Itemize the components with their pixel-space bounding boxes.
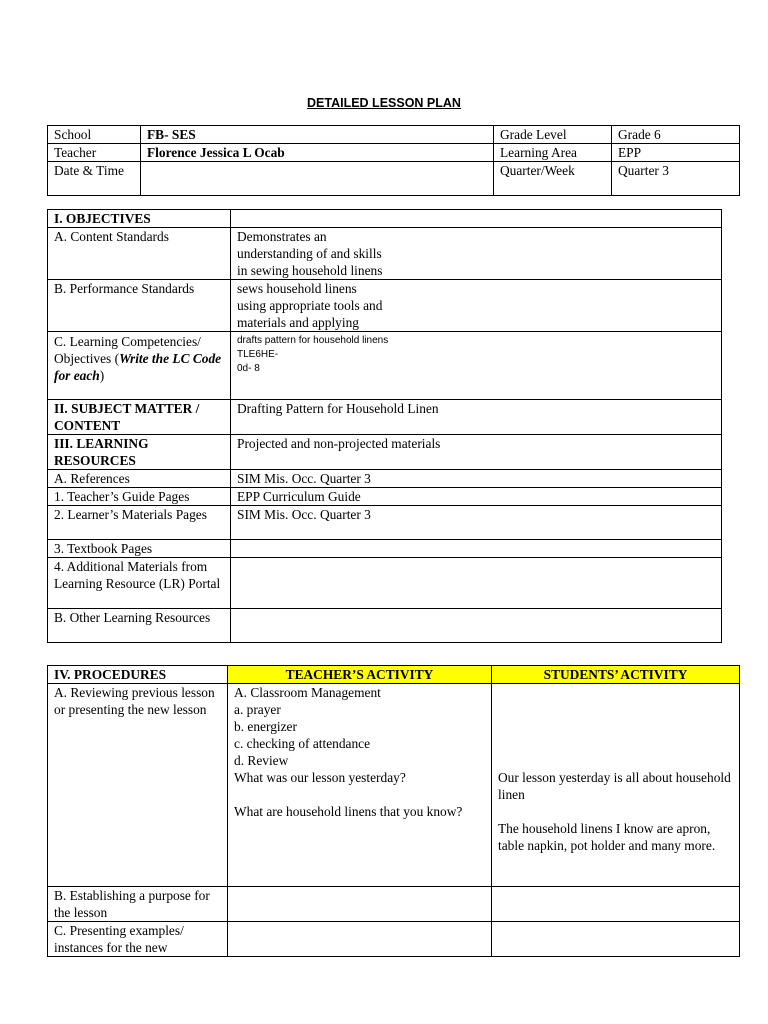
additional-materials-value — [231, 558, 722, 609]
procedures-heading: IV. PROCEDURES — [48, 666, 228, 684]
date-time-value — [141, 162, 494, 196]
quarter-week-label: Quarter/Week — [494, 162, 612, 196]
teacher-value: Florence Jessica L Ocab — [141, 144, 494, 162]
other-resources-value — [231, 609, 722, 643]
other-resources-label: B. Other Learning Resources — [48, 609, 231, 643]
teacher-activity — [228, 887, 492, 922]
page-title: DETAILED LESSON PLAN — [307, 96, 461, 110]
teacher-activity-heading: TEACHER’S ACTIVITY — [228, 666, 492, 684]
school-value: FB- SES — [141, 126, 494, 144]
objectives-table — [47, 209, 722, 643]
subject-matter-value: Drafting Pattern for Household Linen — [231, 400, 722, 435]
procedures-table — [47, 665, 740, 957]
performance-standards-label: B. Performance Standards — [48, 280, 231, 332]
grade-level-label: Grade Level — [494, 126, 612, 144]
procedure-label: A. Reviewing previous lesson or presenting the new lesson — [48, 684, 228, 887]
references-value: SIM Mis. Occ. Quarter 3 — [231, 470, 722, 488]
learners-materials-label: 2. Learner’s Materials Pages — [48, 506, 231, 540]
objectives-heading-value — [231, 210, 722, 228]
student-activity — [492, 922, 740, 957]
date-time-label: Date & Time — [48, 162, 141, 196]
teachers-guide-value: EPP Curriculum Guide — [231, 488, 722, 506]
performance-standards-value: sews household linens using appropriate tools and materials and applying — [231, 280, 722, 332]
teachers-guide-label: 1. Teacher’s Guide Pages — [48, 488, 231, 506]
learning-area-value: EPP — [612, 144, 740, 162]
student-activity-heading: STUDENTS’ ACTIVITY — [492, 666, 740, 684]
teacher-label: Teacher — [48, 144, 141, 162]
student-activity — [492, 887, 740, 922]
quarter-value: Quarter 3 — [612, 162, 740, 196]
learning-resources-value: Projected and non-projected materials — [231, 435, 722, 470]
content-standards-label: A. Content Standards — [48, 228, 231, 280]
additional-materials-label: 4. Additional Materials from Learning Resource (LR) Portal — [48, 558, 231, 609]
learning-resources-label: III. LEARNING RESOURCES — [48, 435, 231, 470]
student-activity: Our lesson yesterday is all about household linen The household linens I know are apron, table napkin, pot holder and many more. — [492, 684, 740, 887]
objectives-heading: I. OBJECTIVES — [48, 210, 231, 228]
competencies-label: C. Learning Competencies/ Objectives (Write the LC Code for each) — [48, 332, 231, 400]
references-label: A. References — [48, 470, 231, 488]
teacher-activity — [228, 922, 492, 957]
procedure-label: B. Establishing a purpose for the lesson — [48, 887, 228, 922]
lc-code-note: Write the LC Code for each — [54, 351, 222, 383]
textbook-value — [231, 540, 722, 558]
learning-area-label: Learning Area — [494, 144, 612, 162]
header-table — [47, 125, 740, 196]
learners-materials-value: SIM Mis. Occ. Quarter 3 — [231, 506, 722, 540]
procedure-label: C. Presenting examples/ instances for the new — [48, 922, 228, 957]
teacher-activity: A. Classroom Management a. prayer b. energizer c. checking of attendance d. Review What was our lesson yesterday? What are household linens that you know? — [228, 684, 492, 887]
competencies-value: drafts pattern for household linens TLE6HE- 0d- 8 — [231, 332, 722, 400]
subject-matter-label: II. SUBJECT MATTER / CONTENT — [48, 400, 231, 435]
grade-level-value: Grade 6 — [612, 126, 740, 144]
content-standards-value: Demonstrates an understanding of and skills in sewing household linens — [231, 228, 722, 280]
textbook-label: 3. Textbook Pages — [48, 540, 231, 558]
school-label: School — [48, 126, 141, 144]
